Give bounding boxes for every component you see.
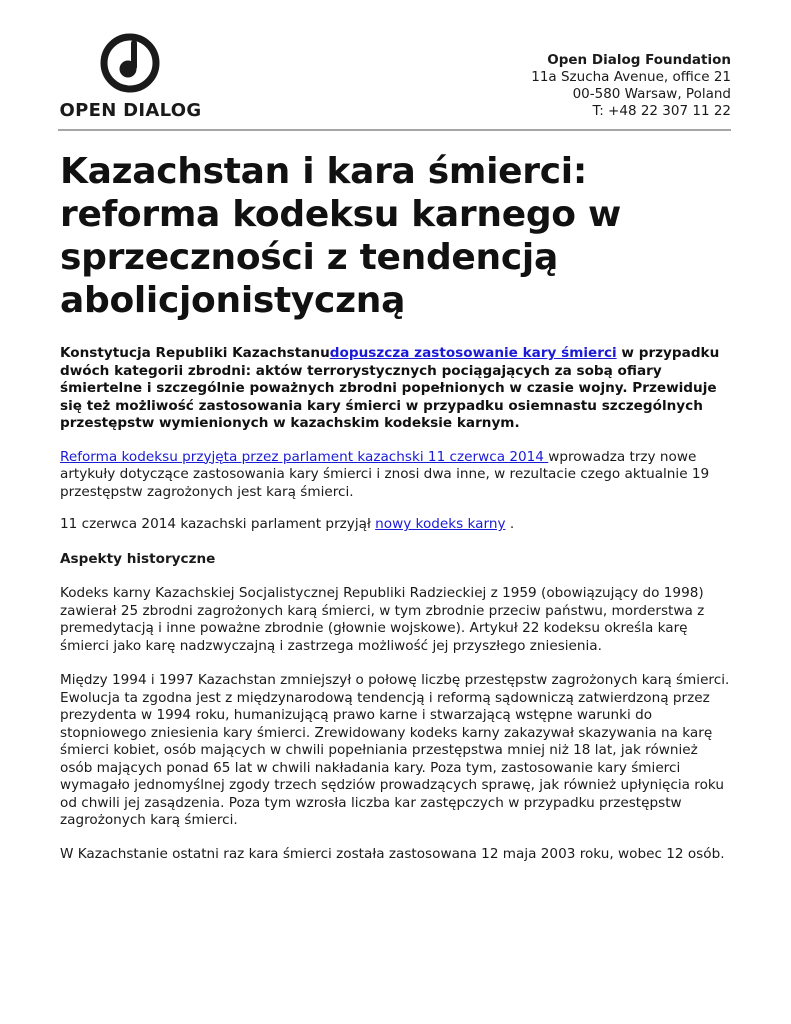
article-title: Kazachstan i kara śmierci: reforma kodeksu karnego w sprzeczności z tendencją abolicjonistyczną bbox=[60, 151, 621, 321]
open-dialog-logo bbox=[58, 33, 203, 123]
foundation-name: Open Dialog Foundation bbox=[547, 52, 731, 68]
lead-text-before: Konstytucja Republiki Kazachstanu bbox=[60, 345, 330, 361]
new-code-text-after: . bbox=[505, 516, 515, 532]
address-street: 11a Szucha Avenue, office 21 bbox=[531, 69, 731, 85]
logo-wordmark: OPEN DIALOG bbox=[59, 100, 202, 121]
history-paragraph-2: Między 1994 i 1997 Kazachstan zmniejszył o połowę liczbę przestępstw zagrożonych karą śmierci. Ewolucja ta zgodna jest z międzynarodową tendencją i reformą sądowniczą zatwierdzoną przez prezydenta w 1994 roku, humanizującą prawo karne i stwarzającą wstępne warunki do stopniowego zniesienia kary śmierci. Zrewidowany kodeks karny zakazywał skazywania na karę śmierci kobiet, osób mających w chwili popełniania przestępstwa mniej niż 18 lat, jak również osób mających ponad 65 lat w chwili nakładania kary. Poza tym, zastosowanie kary śmierci wymagało jednomyślnej zgody trzech sędziów prowadzących sprawę, jak również upłynięcia roku od chwili jej zasądzenia. Poza tym wzrosła liczba kar zastępczych w przypadku przestępstw zagrożonych karą śmierci. bbox=[60, 672, 730, 828]
address-city: 00-580 Warsaw, Poland bbox=[572, 86, 731, 102]
code-reform-link[interactable]: Reforma kodeksu przyjęta przez parlament kazachski 11 czerwca 2014 bbox=[60, 448, 549, 465]
lead-text-after: w przypadku dwóch kategorii zbrodni: aktów terrorystycznych pociągających za sobą ofiary śmiertelne i szczególnie poważnych zbrodni popełnionych w czasie wojny. Przewiduje się też możliwość zastosowania kary śmierci w przypadku osiemnastu szczególnych przestępstw wymienionych w kazachskim kodeksie karnym. bbox=[60, 345, 720, 431]
foundation-address bbox=[531, 52, 731, 120]
header-divider bbox=[58, 129, 731, 131]
new-code-text-before: 11 czerwca 2014 kazachski parlament przyjął bbox=[60, 516, 376, 532]
address-phone: T: +48 22 307 11 22 bbox=[592, 103, 731, 119]
reform-paragraph bbox=[60, 449, 732, 502]
history-paragraph-3: W Kazachstanie ostatni raz kara śmierci została zastosowana 12 maja 2003 roku, wobec 12 osób. bbox=[60, 845, 725, 862]
history-paragraph-1: Kodeks karny Kazachskiej Socjalistycznej Republiki Radzieckiej z 1959 (obowiązujący do 1998) zawierał 25 zbrodni zagrożonych karą śmierci, w tym zbrodnie przeciw państwu, morderstwa z premedytacją i inne poważne zbrodnie (głownie wojskowe). Artykuł 22 kodeksu określa karę śmierci jako karę nadzwyczajną i zastrzega możliwość jej przyszłego zniesienia. bbox=[60, 585, 705, 654]
section-heading: Aspekty historyczne bbox=[60, 550, 216, 567]
constitution-death-penalty-link[interactable]: dopuszcza zastosowanie kary śmierci bbox=[329, 345, 617, 361]
article-body bbox=[60, 150, 732, 863]
reform-text: wprowadza trzy nowe artykuły dotyczące zastosowania kary śmierci i znosi dwa inne, w rezultacie czego aktualnie 19 przestępstw zagrożonych jest karą śmierci. bbox=[60, 448, 710, 500]
lead-paragraph bbox=[60, 345, 732, 433]
new-criminal-code-link[interactable]: nowy kodeks karny bbox=[375, 516, 506, 532]
open-dialog-logo-icon bbox=[100, 33, 160, 93]
new-code-paragraph bbox=[60, 516, 732, 534]
